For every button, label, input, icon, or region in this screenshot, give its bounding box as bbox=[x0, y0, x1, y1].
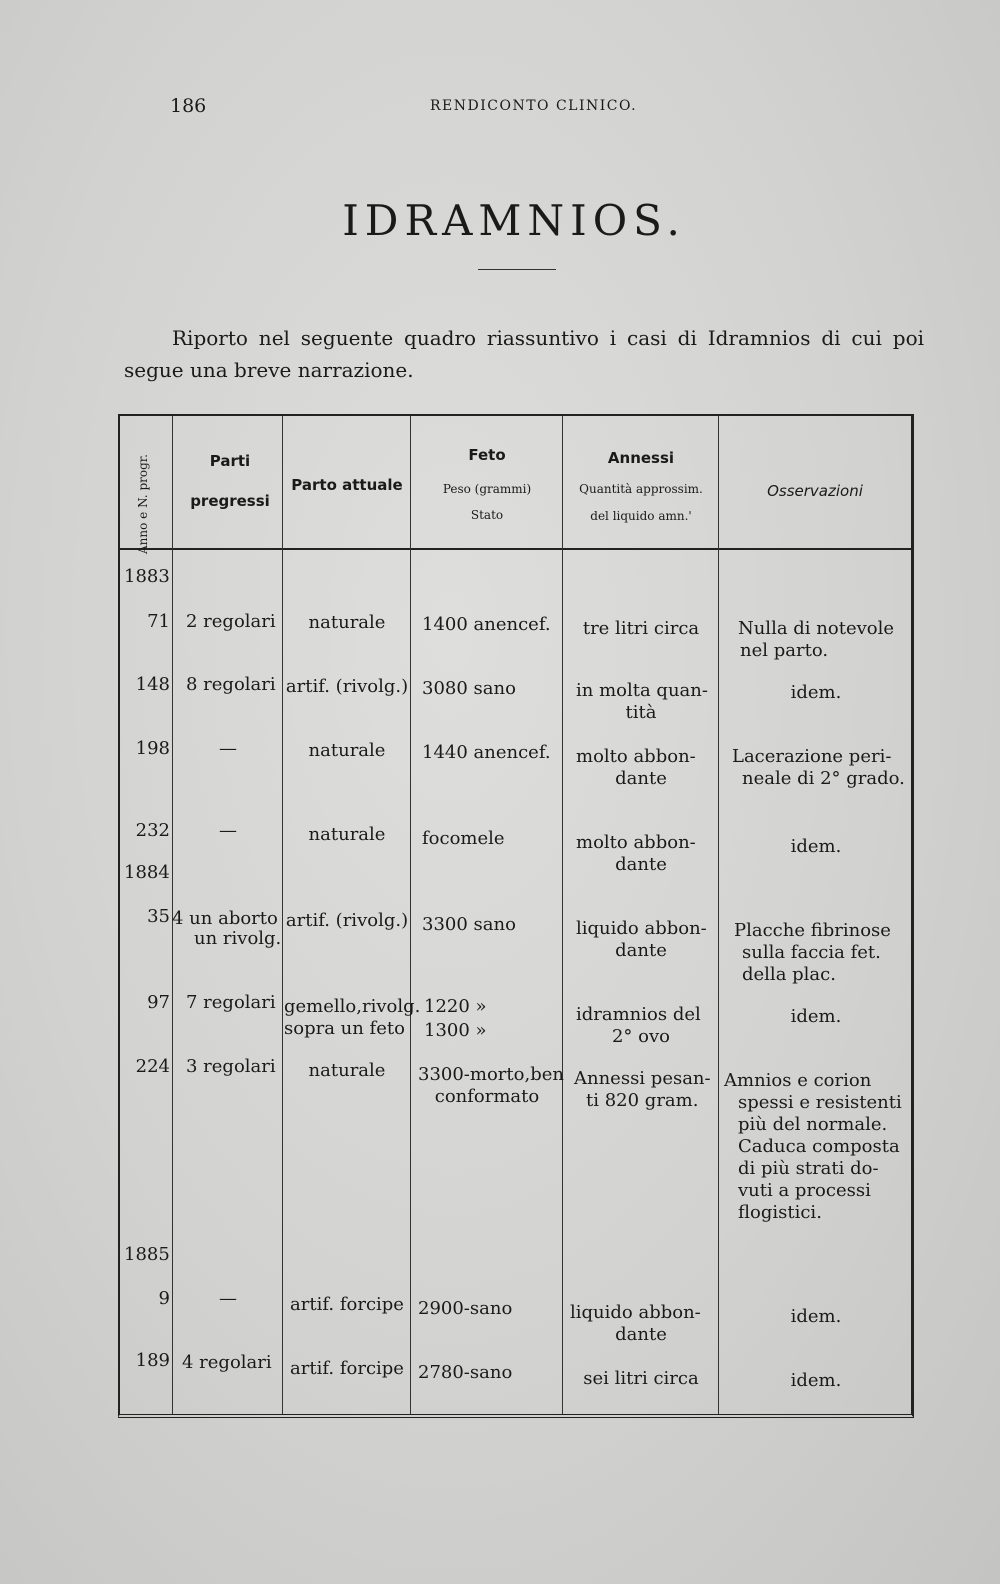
section-title: IDRAMNIOS. bbox=[342, 196, 686, 245]
feto: 2780-sano bbox=[418, 1362, 513, 1383]
parti-pregressi: — bbox=[219, 820, 237, 841]
parti-pregressi: 4 un aborto bbox=[172, 908, 278, 929]
header-pregressi: pregressi bbox=[190, 492, 270, 510]
header-osservazioni: Osservazioni bbox=[767, 482, 863, 500]
header-feto-stato: Stato bbox=[470, 508, 504, 522]
column-divider bbox=[410, 416, 411, 1414]
parto-attuale: artif. (rivolg.) bbox=[285, 676, 409, 697]
osservazioni: flogistici. bbox=[738, 1202, 822, 1223]
header-annessi-quantita: Quantità approssim. bbox=[579, 482, 703, 496]
annessi: 2° ovo bbox=[611, 1026, 671, 1047]
annessi: idramnios del bbox=[576, 1004, 701, 1025]
parti-pregressi: un rivolg. bbox=[194, 928, 282, 949]
annessi: dante bbox=[615, 940, 667, 961]
osservazioni: Lacerazione peri- bbox=[732, 746, 892, 767]
header-parto-attuale: Parto attuale bbox=[291, 476, 403, 494]
parto-attuale: artif. forcipe bbox=[290, 1294, 404, 1315]
feto: 1300 » bbox=[424, 1020, 487, 1041]
parti-pregressi: 3 regolari bbox=[186, 1056, 276, 1077]
column-divider bbox=[562, 416, 563, 1414]
osservazioni: nel parto. bbox=[740, 640, 829, 661]
annessi: ti 820 gram. bbox=[586, 1090, 699, 1111]
osservazioni: idem. bbox=[790, 682, 842, 703]
annessi: dante bbox=[615, 854, 667, 875]
annessi: sei litri circa bbox=[583, 1368, 699, 1389]
header-feto: Feto bbox=[468, 446, 506, 464]
osservazioni: sulla faccia fet. bbox=[742, 942, 881, 963]
osservazioni: idem. bbox=[790, 1006, 842, 1027]
parto-attuale: naturale bbox=[308, 612, 386, 633]
intro-line: Riporto nel seguente quadro riassuntivo i casi di Idramnios di cui poi bbox=[172, 326, 924, 350]
feto: 3300 sano bbox=[422, 914, 516, 935]
osservazioni: di più strati do- bbox=[738, 1158, 879, 1179]
feto: conformato bbox=[434, 1086, 540, 1107]
header-annessi-liquido: del liquido amn.' bbox=[590, 509, 692, 523]
osservazioni: della plac. bbox=[742, 964, 836, 985]
osservazioni: Caduca composta bbox=[738, 1136, 900, 1157]
case-number: 97 bbox=[147, 992, 170, 1013]
annessi: molto abbon- bbox=[576, 746, 696, 767]
header-divider bbox=[120, 548, 911, 550]
osservazioni: Placche fibrinose bbox=[734, 920, 891, 941]
parti-pregressi: 7 regolari bbox=[186, 992, 276, 1013]
column-divider bbox=[282, 416, 283, 1414]
parto-attuale: naturale bbox=[308, 1060, 386, 1081]
column-divider bbox=[718, 416, 719, 1414]
parti-pregressi: — bbox=[219, 738, 237, 759]
year-label: 1884 bbox=[124, 862, 170, 883]
annessi: liquido abbon- bbox=[570, 1302, 701, 1323]
annessi: Annessi pesan- bbox=[574, 1068, 711, 1089]
parti-pregressi: 8 regolari bbox=[186, 674, 276, 695]
year-label: 1885 bbox=[124, 1244, 170, 1265]
header-annessi: Annessi bbox=[607, 449, 675, 467]
annessi: tre litri circa bbox=[582, 618, 700, 639]
osservazioni: Amnios e corion bbox=[724, 1070, 872, 1091]
osservazioni: idem. bbox=[790, 1370, 842, 1391]
case-number: 148 bbox=[135, 674, 170, 695]
parto-attuale: sopra un feto bbox=[284, 1018, 405, 1039]
title-rule bbox=[478, 269, 556, 270]
feto: 2900-sano bbox=[418, 1298, 513, 1319]
intro-line: segue una breve narrazione. bbox=[124, 358, 414, 382]
osservazioni: Nulla di notevole bbox=[737, 618, 895, 639]
osservazioni: vuti a processi bbox=[738, 1180, 871, 1201]
osservazioni: più del normale. bbox=[738, 1114, 888, 1135]
feto: 1400 anencef. bbox=[422, 614, 551, 635]
parti-pregressi: 4 regolari bbox=[182, 1352, 272, 1373]
feto: 1220 » bbox=[424, 996, 487, 1017]
parto-attuale: naturale bbox=[308, 740, 386, 761]
feto: 3080 sano bbox=[422, 678, 516, 699]
osservazioni: idem. bbox=[790, 1306, 842, 1327]
intro-paragraph bbox=[124, 322, 924, 386]
running-title: RENDICONTO CLINICO. bbox=[430, 98, 638, 114]
case-number: 189 bbox=[135, 1350, 170, 1371]
parto-attuale: naturale bbox=[308, 824, 386, 845]
parti-pregressi: — bbox=[219, 1288, 237, 1309]
header-feto-peso: Peso (grammi) bbox=[442, 482, 532, 496]
osservazioni: neale di 2° grado. bbox=[742, 768, 905, 789]
annessi: in molta quan- bbox=[576, 680, 708, 701]
case-number: 232 bbox=[135, 820, 170, 841]
annessi: dante bbox=[615, 1324, 667, 1345]
running-header bbox=[0, 95, 1000, 119]
case-number: 9 bbox=[158, 1288, 170, 1309]
header-anno: Anno e N. progr. bbox=[136, 454, 150, 554]
osservazioni: idem. bbox=[790, 836, 842, 857]
parto-attuale: artif. forcipe bbox=[290, 1358, 404, 1379]
feto: 1440 anencef. bbox=[422, 742, 551, 763]
osservazioni: spessi e resistenti bbox=[738, 1092, 902, 1113]
annessi: dante bbox=[615, 768, 667, 789]
case-number: 35 bbox=[147, 906, 170, 927]
cases-table bbox=[118, 414, 914, 1418]
case-number: 224 bbox=[135, 1056, 170, 1077]
year-label: 1883 bbox=[124, 566, 170, 587]
annessi: molto abbon- bbox=[576, 832, 696, 853]
feto: 3300-morto,ben bbox=[418, 1064, 564, 1085]
parto-attuale: artif. (rivolg.) bbox=[285, 910, 409, 931]
case-number: 198 bbox=[135, 738, 170, 759]
case-number: 71 bbox=[147, 611, 170, 632]
header-parti: Parti bbox=[209, 452, 251, 470]
annessi: tità bbox=[625, 702, 657, 723]
parti-pregressi: 2 regolari bbox=[186, 611, 276, 632]
annessi: liquido abbon- bbox=[576, 918, 707, 939]
parto-attuale: gemello,rivolg. bbox=[284, 996, 421, 1017]
feto: focomele bbox=[422, 828, 505, 849]
page-number: 186 bbox=[170, 95, 207, 117]
